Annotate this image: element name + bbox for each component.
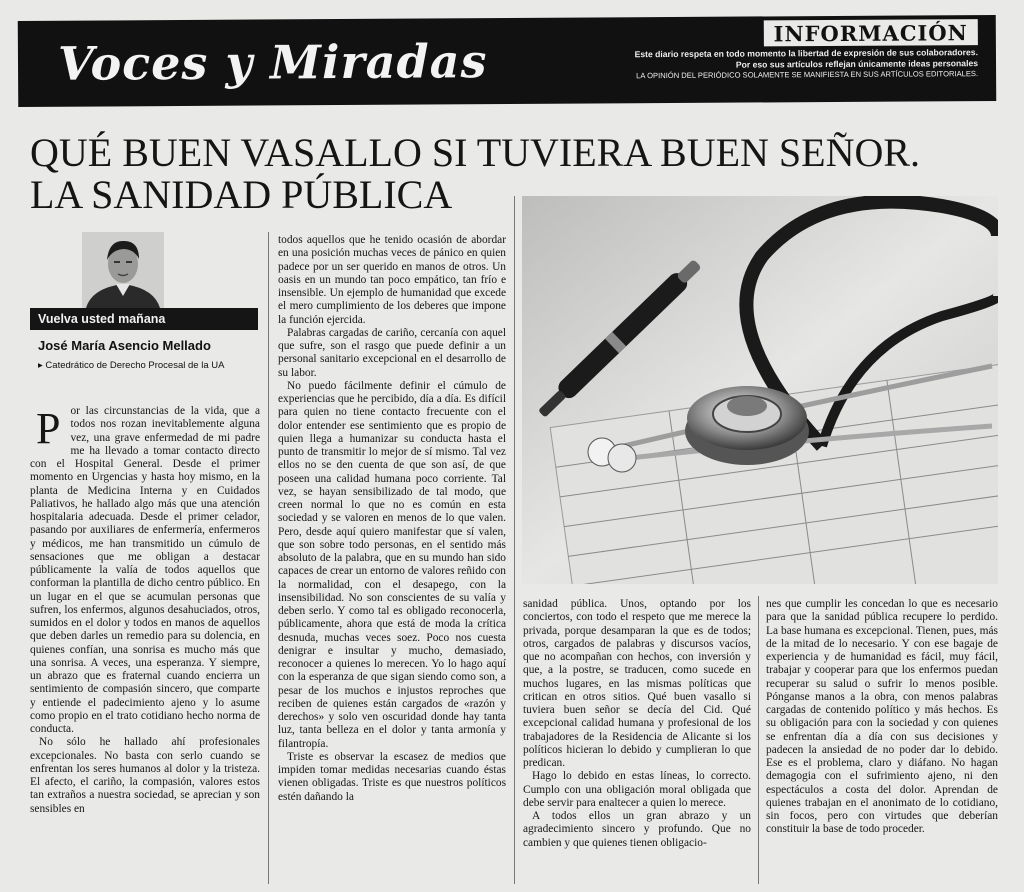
column-divider bbox=[514, 196, 515, 884]
paragraph: nes que cumplir les concedan lo que es necesario para que la sanidad pública recupere lo perdido. La base humana es excepcional. Tienen, pues, más de la mitad de lo necesario. Y con ese bagaje de experiencia y de humanidad es fácil, muy fácil, trabajar y cooperar para que los enfermos puedan recuperar su salud o sufrir lo menos posible. Pónganse manos a la obra, con menos palabras cargadas de contenido político y más hechos. Es su obligación para con la sociedad y con quienes se enfrentan día a día con sus decisiones y padecen la ansiedad de no poder dar lo debido. Ese es el problema, claro y diáfano. No hagan demagogia con el sufrimiento ajeno, ni den espectáculos a costa del dolor. Aprendan de quienes trabajan en el anonimato de lo cotidiano, sin focos, pero con virtudes que deberían constituir la base de todo proceder. bbox=[766, 598, 998, 836]
author-name: José María Asencio Mellado bbox=[38, 338, 211, 353]
section-title: Voces y Miradas bbox=[57, 34, 488, 91]
info-disclaimer-editorial: LA OPINIÓN DEL PERIÓDICO SOLAMENTE SE MANIFIESTA EN SUS ARTÍCULOS EDITORIALES. bbox=[636, 69, 979, 81]
author-photo bbox=[82, 232, 164, 308]
paragraph: sanidad pública. Unos, optando por los conciertos, con todo el respeto que me merece la privada, porque desamparan la que es de todos; otros, cargados de palabras y discursos vacíos, que no acompañan con hechos, con inversión y que, a la postre, se traducen, como sucede en muchos lugares, en las mismas políticas que critican en otros sitios. Qué buen vasallo si tuviera buen señor se decía del Cid. Qué excepcional calidad humana y profesional de los trabajadores de la Residencia de Alicante si los políticos hicieran lo debido y cumplieran lo que predican. bbox=[523, 598, 751, 769]
headline-line-1: QUÉ BUEN VASALLO SI TUVIERA BUEN SEÑOR. bbox=[30, 130, 921, 175]
headline-line-2: LA SANIDAD PÚBLICA bbox=[30, 172, 453, 217]
paragraph: No puedo fácilmente definir el cúmulo de experiencias que he percibido, día a día. Es difícil para quien no tiene contacto frecuente con el dolor entender ese sentimiento que es propio de quien llega a humanizar su conducta hasta el punto de transmitir lo mejor de sí mismo. Tal vez ellos no se den cuenta de que son así, de que poseen una calidad humana poco corriente. Tal vez, se hayan sensibilizado de tal modo, que creen normal lo que no es común en esta sociedad y se valoren en menos de lo que valen. Pero, desde aquí quiero manifestar que sí valen, que son sobre todo personas, en el sentido más absoluto de la palabra, que en su mundo han sido capaces de crear un entorno de valores reñido con la normalidad, con el desapego, con la insensibilidad. No son conscientes de su valía y deben serlo. Y como tal es obligado reconocerla, públicamente, ahora que está de moda la crítica desnuda, muchas veces soez. Poco nos cuesta denigrar e insultar y mucho, demasiado, reconocer a quienes lo merecen. Yo lo hago aquí con la esperanza de que sigan siendo como son, a pesar de los muchos e injustos reproches que reciben de quienes están cargados de «razón y derechos» y solo ven oscuridad donde hay tanta luz, tanta belleza en el dolor y tanta armonía y filantropía. bbox=[278, 379, 506, 750]
stethoscope-photo bbox=[522, 196, 998, 584]
column-divider bbox=[758, 596, 759, 884]
info-disclaimer: Este diario respeta en todo momento la libertad de expresión de sus colaboradores. Por eso sus artículos reflejan únicamente ideas personales bbox=[634, 47, 979, 70]
stethoscope-image bbox=[522, 196, 998, 584]
paragraph: No sólo he hallado ahí profesionales excepcionales. No basta con serlo cuando se enfrentan los seres humanos al dolor y la tristeza. El afecto, el cariño, la compasión, valores estos tan extraños a nuestra sociedad, se aprecian y son sensibles en bbox=[30, 736, 260, 815]
info-box bbox=[618, 19, 978, 81]
author-role bbox=[38, 360, 224, 371]
article-column-4 bbox=[766, 598, 998, 885]
paragraph bbox=[30, 405, 260, 736]
section-banner bbox=[18, 15, 997, 107]
paragraph: Triste es observar la escasez de medios que impiden tomar medidas necesarias cuando éstas vienen obligadas. Triste es que nuestros políticos estén dañando la bbox=[278, 750, 506, 803]
paragraph: A todos ellos un gran abrazo y un agradecimiento sincero y profundo. Que no cambien y que quienes tienen obligacio- bbox=[523, 810, 751, 849]
paragraph: todos aquellos que he tenido ocasión de abordar en una posición muchas veces de pánico en quien padece por un ser querido en manos de otros. Un oasis en un mundo tan poco empático, tan frío e insensible. Un ejemplo de humanidad que excede el mero cumplimiento de los deberes que impone la función ejercida. bbox=[278, 234, 506, 326]
article-column-1 bbox=[30, 405, 260, 885]
triangle-bullet-icon: ▸ bbox=[38, 360, 46, 371]
author-role-text: Catedrático de Derecho Procesal de la UA bbox=[45, 360, 225, 371]
column-name: Vuelva usted mañana bbox=[30, 308, 258, 330]
column-divider bbox=[268, 232, 269, 884]
info-heading: INFORMACIÓN bbox=[764, 19, 978, 46]
paragraph-text: or las circunstancias de la vida, que a todos nos rozan inevitablemente alguna vez, una grave enfermedad de mi padre me ha llevado a tomar contacto directo con el Hospital General. Desde el primer momento en Urgencias y hasta hoy mismo, en la planta de Medicina Interna y en Cuidados Paliativos, he hallado algo más que una atención hospitalaria adecuada. Desde el primer celador, pasando por auxiliares de enfermería, enfermeros y médicos, me han transmitido un cúmulo de sensaciones que me obligan a destacar públicamente la valía de todos aquellos que conforman la plantilla de dicho centro público. En un lugar en el que se acumulan personas que sufren, los enfermos, algunos desahuciados, otros, sumidos en el dolor y todos en manos de aquellos que deben darles un remedio para su dolencia, en quienes confían, una sonrisa es mucho más que una sonrisa. A veces, una esperanza. Y siempre, un abrazo que es fraternal cuando encierra un sentimiento de compasión sincero, que comparte y entiende el padecimiento ajeno y lo asume como propio en el trato cotidiano hecho norma de conducta. bbox=[30, 405, 260, 735]
drop-cap: P bbox=[36, 405, 61, 453]
article-column-3 bbox=[523, 598, 751, 885]
paragraph: Hago lo debido en estas líneas, lo correcto. Cumplo con una obligación moral obligada que debe servir para enaltecer a quien lo merece. bbox=[523, 770, 751, 809]
article-column-2 bbox=[278, 234, 506, 885]
paragraph: Palabras cargadas de cariño, cercanía con aquel que sufre, son el rasgo que puede definir a un personal sanitario excepcional en el desarrollo de su labor. bbox=[278, 326, 506, 379]
